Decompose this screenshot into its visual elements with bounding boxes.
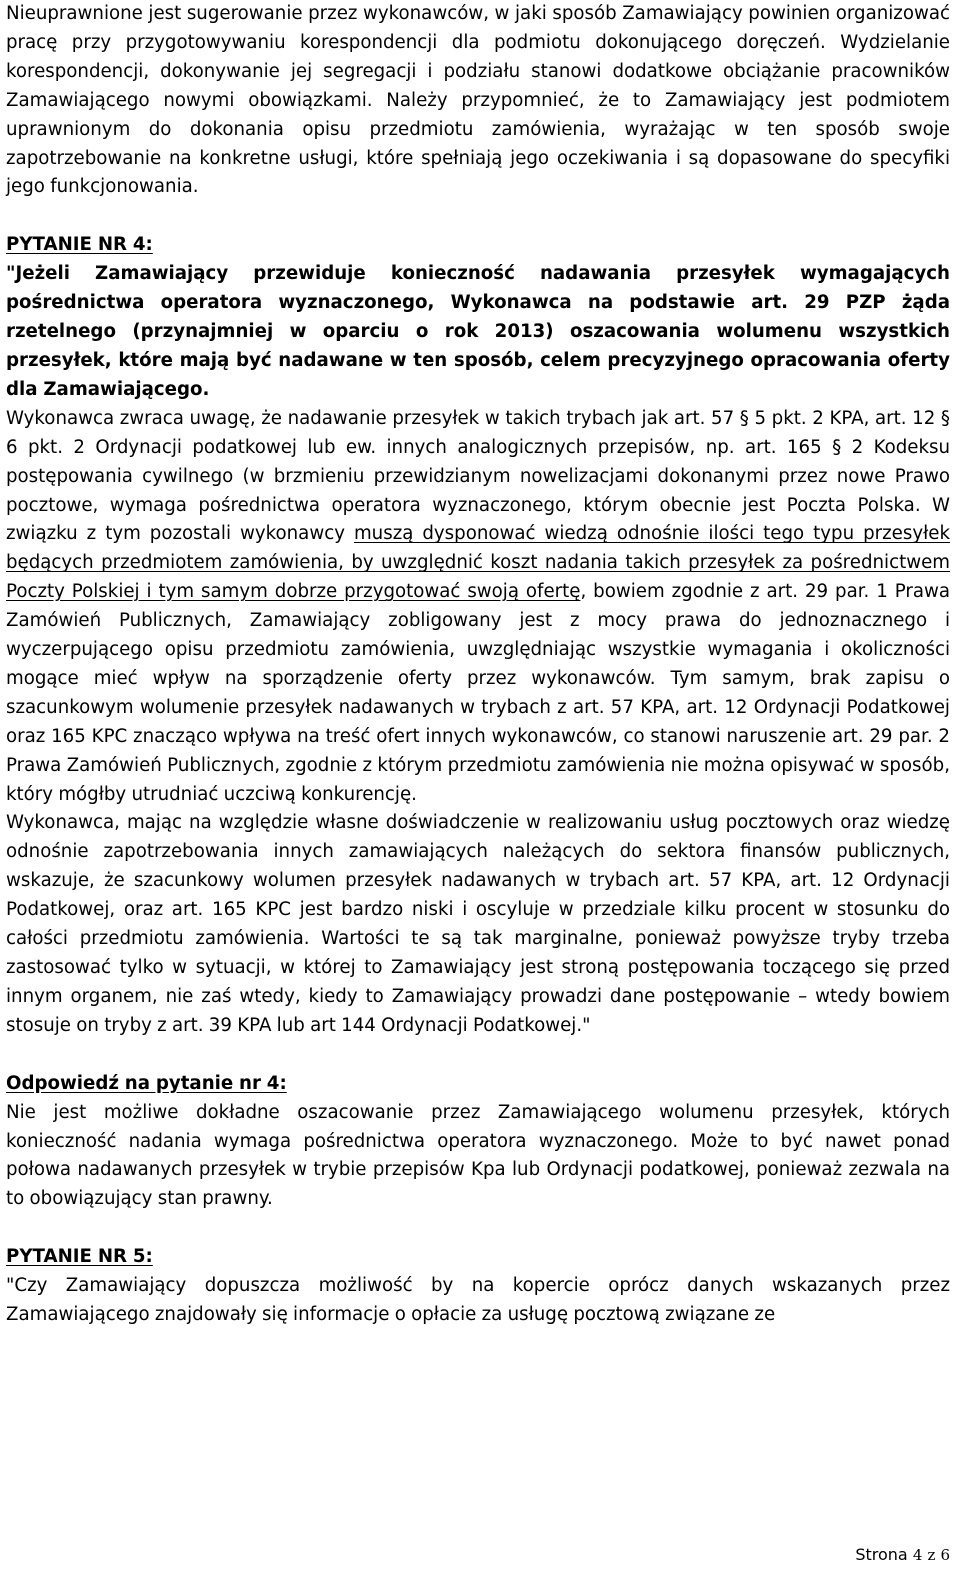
intro-paragraph (6, 0, 950, 202)
footer-label: Strona (855, 1545, 908, 1564)
section-sign: § (832, 436, 842, 458)
footer-total-pages: 6 (940, 1546, 950, 1564)
question-4-text-a: Wykonawca zwraca uwagę, że nadawanie przesyłek w takich trybach jak art. 57 (6, 407, 740, 429)
document-page (6, 0, 950, 1330)
question-4-heading: PYTANIE NR 4: (6, 234, 153, 256)
question-4-underlined-text: muszą dysponować wiedzą odnośnie ilości tego typu przesyłek będących przedmiotem zamówienia, by uwzględnić koszt nadania takich przesyłek za pośrednictwem Poczty Polskiej i tym samym dobrze przygotować swoją ofertę (6, 523, 951, 603)
question-4-text-c: 6 pkt. 2 Ordynacji podatkowej lub ew. innych analogicznych przepisów, np. art. 165 (6, 436, 833, 458)
footer-of: z (927, 1546, 936, 1564)
question-4-text-d: 2 Kodeksu postępowania cywilnego (w brzmieniu przewidzianym nowelizacjami dokonanymi przez nowe Prawo pocztowe, wymaga pośrednictwa operatora wyznaczonego, którym obecnie jest Poczta Polska. W związku z tym pozostali wykonawcy (6, 436, 950, 545)
intro-text-part2: Należy przypomnieć, że to Zamawiający jest podmiotem uprawnionym do dokonania opisu przedmiotu zamówienia, wyrażając w ten sposób swoje zapotrzebowanie na konkretne usługi, które spełniają jego oczekiwania i są dopasowane do specyfiki jego funkcjonowania. (6, 89, 950, 198)
answer-4-heading: Odpowiedź na pytanie nr 4: (6, 1072, 287, 1094)
question-4-paragraph-1 (6, 405, 950, 810)
spacer (6, 1041, 950, 1070)
footer-page-number: 4 (912, 1546, 923, 1564)
intro-text-part1: Nieuprawnione jest sugerowanie przez wykonawców, w jaki sposób Zamawiający powinien organizować pracę przy przygotowywaniu korespondencji dla podmiotu dokonującego doręczeń. Wydzielanie korespondencji, dokonywanie jej segregacji i podziału stanowi dodatkowe obciążanie pracowników Zamawiającego nowymi obowiązkami. (6, 3, 950, 111)
question-4-text-e: , bowiem zgodnie z art. 29 par. 1 Prawa Zamówień Publicznych, Zamawiający zobligowany jest z mocy prawa do jednoznacznego i wyczerpującego opisu przedmiotu zamówienia, uwzględniając wszystkie wymagania i okoliczności mogące mieć wpływ na sporządzenie oferty przez wykonawców. Tym samym, brak zapisu o szacunkowym wolumenie przesyłek nadawanych w trybach z art. 57 KPA, art. 12 Ordynacji Podatkowej oraz 165 KPC znacząco wpływa na treść ofert innych wykonawców, co stanowi naruszenie art. 29 par. 2 Prawa Zamówień Publicznych, zgodnie z którym przedmiotu zamówienia nie można opisywać w sposób, który mógłby utrudniać uczciwą konkurencję. (6, 581, 950, 805)
spacer (6, 1214, 950, 1243)
spacer (6, 202, 950, 231)
section-sign: § (940, 407, 950, 429)
answer-4-text: Nie jest możliwe dokładne oszacowanie przez Zamawiającego wolumenu przesyłek, których konieczność nadania wymaga pośrednictwa operatora wyznaczonego. Może to być nawet ponad połowa nadawanych przesyłek w trybie przepisów Kpa lub Ordynacji podatkowej, ponieważ zezwala na to obowiązujący stan prawny. (6, 1101, 950, 1210)
question-4-paragraph-2: Wykonawca, mając na względzie własne doświadczenie w realizowaniu usług pocztowych oraz wiedzę odnośnie zapotrzebowania innych zamawiających należących do sektora finansów publicznych, wskazuje, że szacunkowy wolumen przesyłek nadawanych w trybach art. 57 KPA, art. 12 Ordynacji Podatkowej, oraz art. 165 KPC jest bardzo niski i oscyluje w przedziale kilku procent w stosunku do całości przedmiotu zamówienia. Wartości te są tak marginalne, ponieważ powyższe tryby trzeba zastosować tylko w sytuacji, w której to Zamawiający jest stroną postępowania toczącego się przed innym organem, nie zaś wtedy, kiedy to Zamawiający prowadzi dane postępowanie – wtedy bowiem stosuje on tryby z art. 39 KPA lub art 144 Ordynacji Podatkowej." (6, 812, 950, 1036)
question-4-bold-text: "Jeżeli Zamawiający przewiduje konieczność nadawania przesyłek wymagających pośrednictwa operatora wyznaczonego, Wykonawca na podstawie art. 29 PZP żąda rzetelnego (przynajmniej w oparciu o rok 2013) oszacowania wolumenu wszystkich przesyłek, które mają być nadawane w ten sposób, celem precyzyjnego opracowania oferty dla Zamawiającego. (6, 263, 950, 400)
section-sign: § (739, 407, 749, 429)
question-5-heading: PYTANIE NR 5: (6, 1246, 153, 1268)
question-5-text: "Czy Zamawiający dopuszcza możliwość by na kopercie oprócz danych wskazanych przez Zamawiającego znajdowały się informacje o opłacie za usługę pocztową związane ze (6, 1275, 950, 1326)
question-4-text-b: 5 pkt. 2 KPA, art. 12 (748, 407, 941, 429)
page-footer (855, 1545, 950, 1564)
